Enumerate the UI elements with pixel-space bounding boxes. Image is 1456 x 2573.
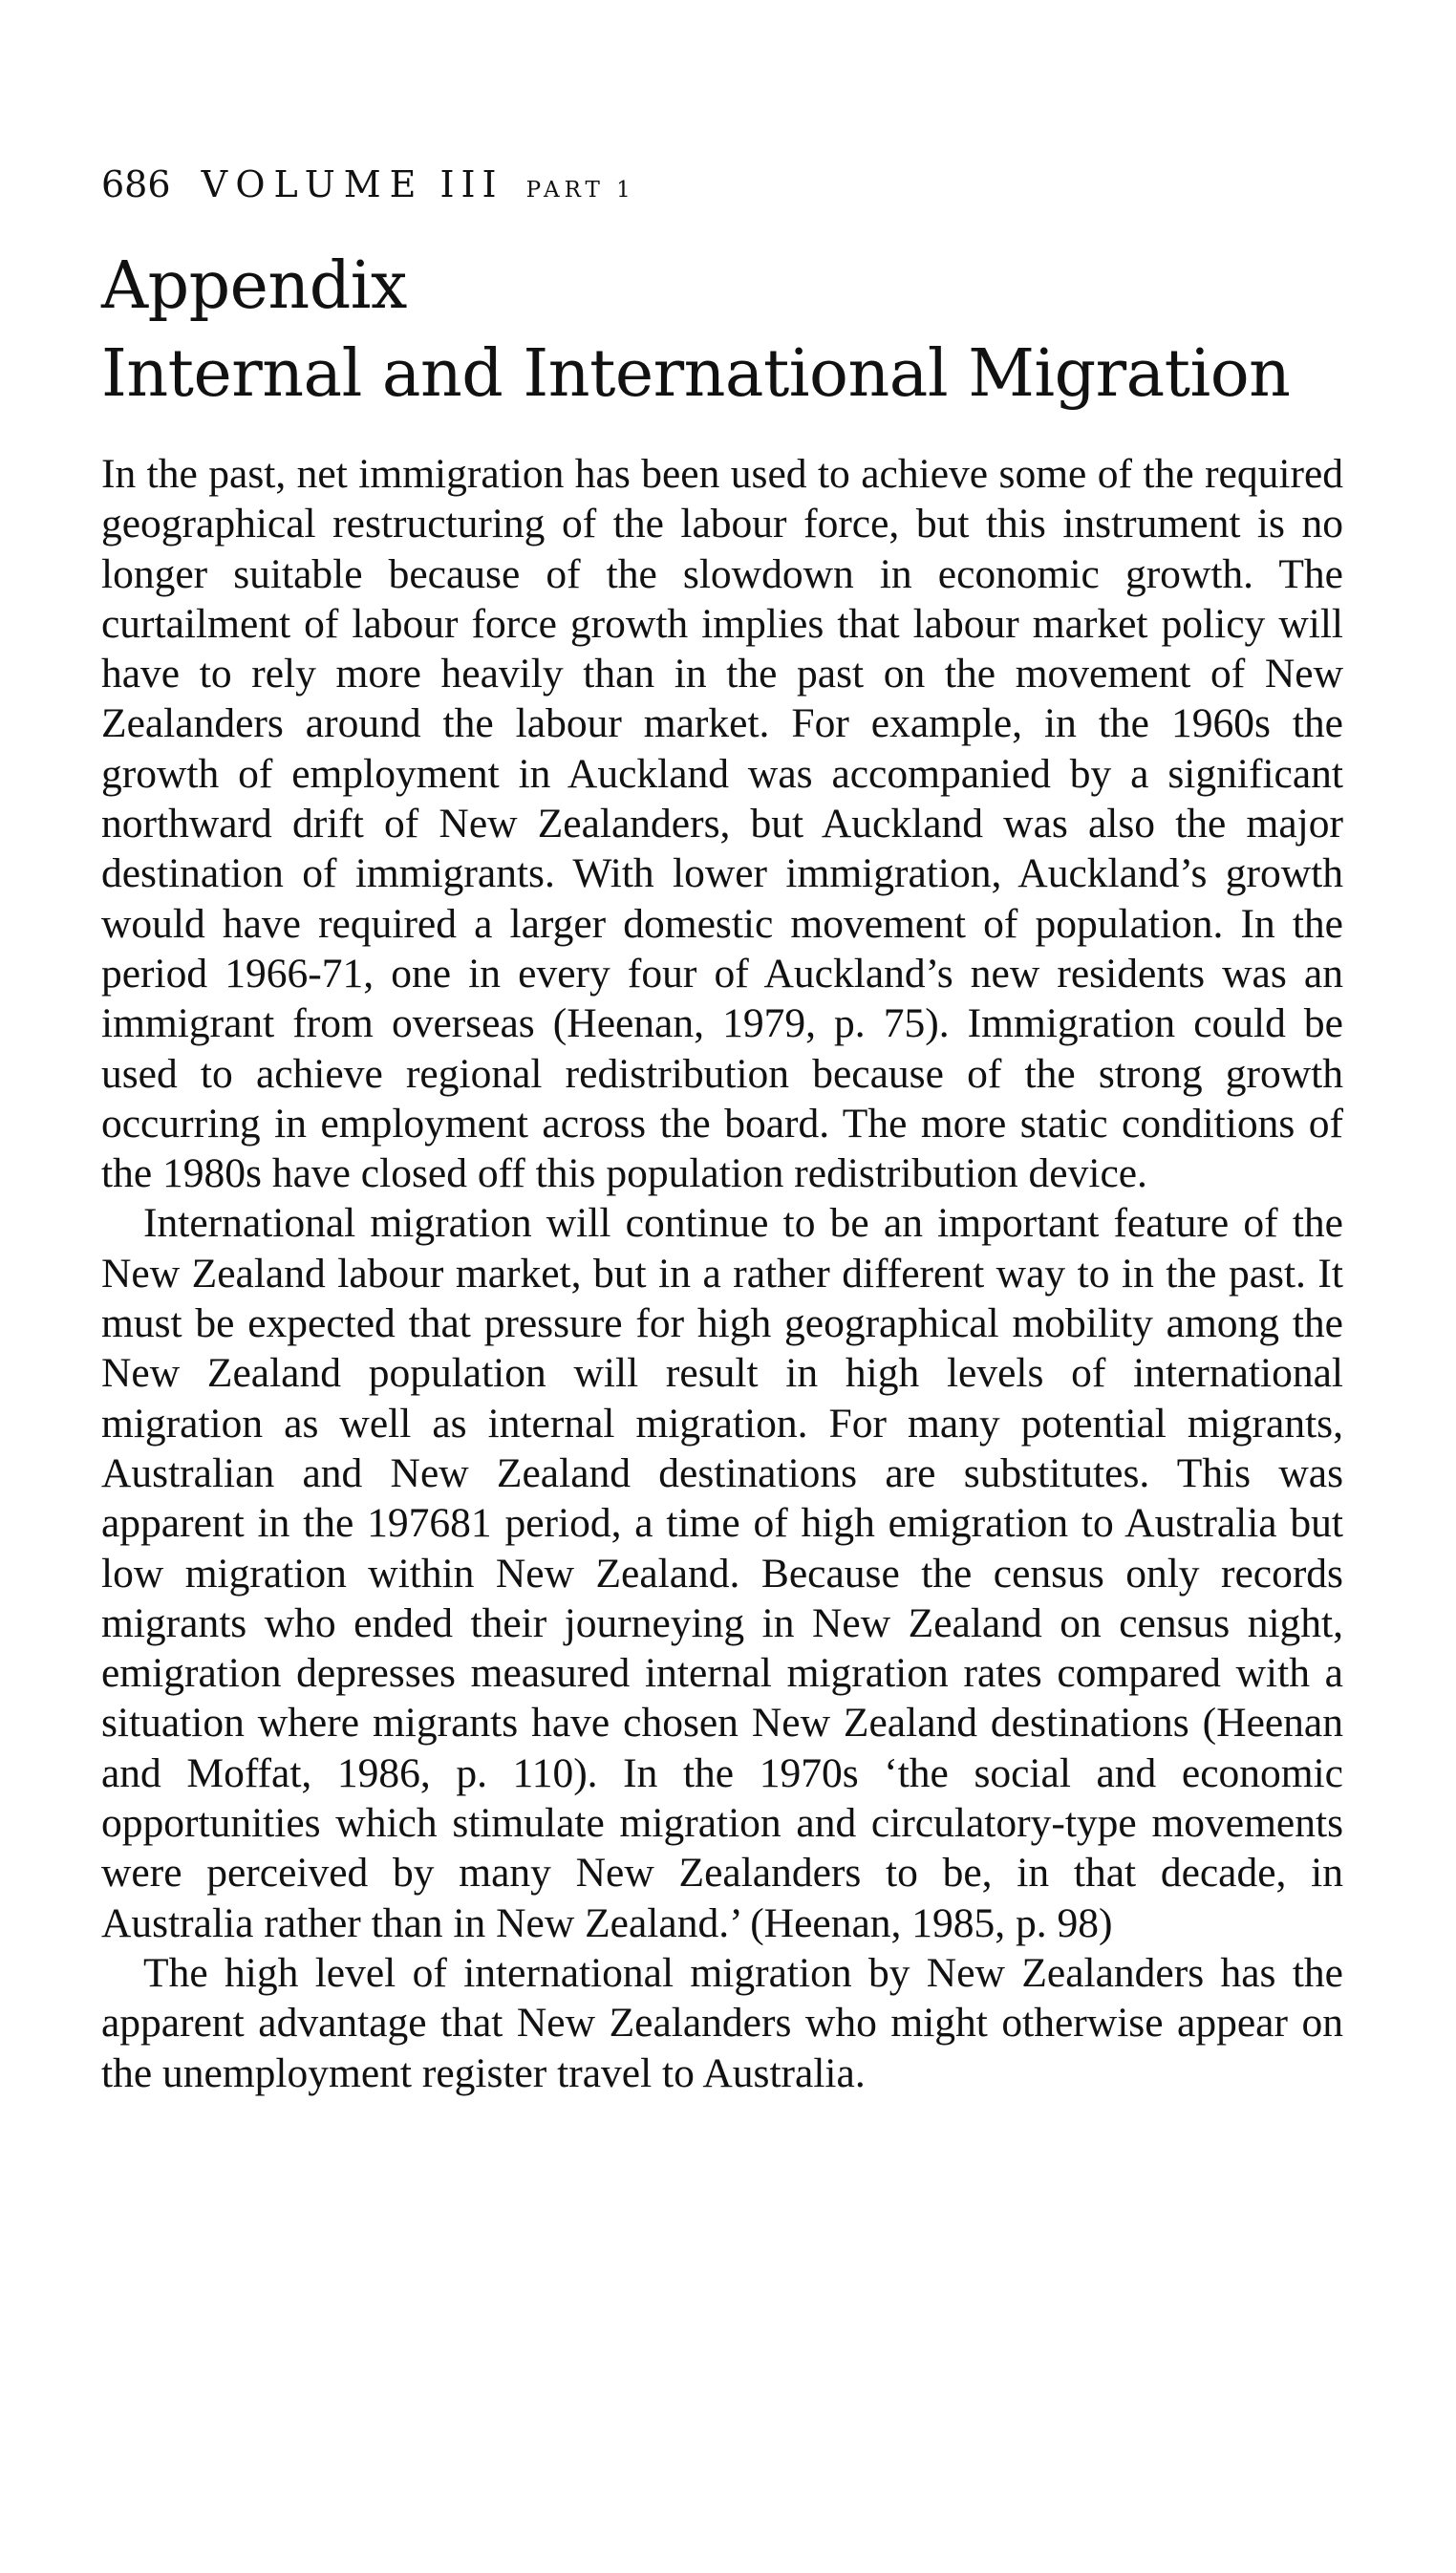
section-title: Appendix <box>101 248 407 324</box>
section-subtitle: Internal and International Migration <box>101 336 1291 412</box>
paragraph-3: The high level of international migration by New Zealanders has the apparent advantage that New Zealanders who might otherwise appear on the unemployment register travel to Australia. <box>101 1949 1343 2096</box>
volume-number: III <box>439 163 503 205</box>
part-label: PART 1 <box>525 178 635 203</box>
body-text <box>101 449 1343 2098</box>
running-head <box>101 162 1343 212</box>
volume-label: VOLUME <box>201 163 425 205</box>
page-number: 686 <box>101 163 171 205</box>
document-page <box>101 162 1343 2098</box>
paragraph-1: In the past, net immigration has been used to achieve some of the required geographical restructuring of the labour force, but this instrument is no longer suitable because of the slowdown in economic growth. The curtailment of labour force growth implies that labour market policy will have to rely more heavily than in the past on the movement of New Zealanders around the labour market. For example, in the 1960s the growth of employment in Auckland was accompanied by a significant northward drift of New Zealanders, but Auckland was also the major destination of immigrants. With lower immigration, Auckland’s growth would have required a larger domestic movement of population. In the period 1966-71, one in every four of Auckland’s new residents was an immigrant from overseas (Heenan, 1979, p. 75). Immigration could be used to achieve regional redistribution because of the strong growth occurring in employment across the board. The more static conditions of the 1980s have closed off this population redistribution device. <box>101 451 1343 1197</box>
paragraph-2: International migration will continue to be an important feature of the New Zealand labour market, but in a rather different way to in the past. It must be expected that pressure for high geographical mobility among the New Zealand population will result in high levels of international migration as well as internal migration. For many potential migrants, Australian and New Zealand destinations are substitutes. This was apparent in the 197681 period, a time of high emigration to Australia but low migration within New Zealand. Because the census only records migrants who ended their journeying in New Zealand on census night, emigration depresses measured internal migration rates compared with a situation where migrants have chosen New Zealand destinations (Heenan and Moffat, 1986, p. 110). In the 1970s ‘the social and economic opportunities which stimulate migration and circulatory-type movements were perceived by many New Zealanders to be, in that decade, in Australia rather than in New Zealand.’ (Heenan, 1985, p. 98) <box>101 1200 1343 1946</box>
